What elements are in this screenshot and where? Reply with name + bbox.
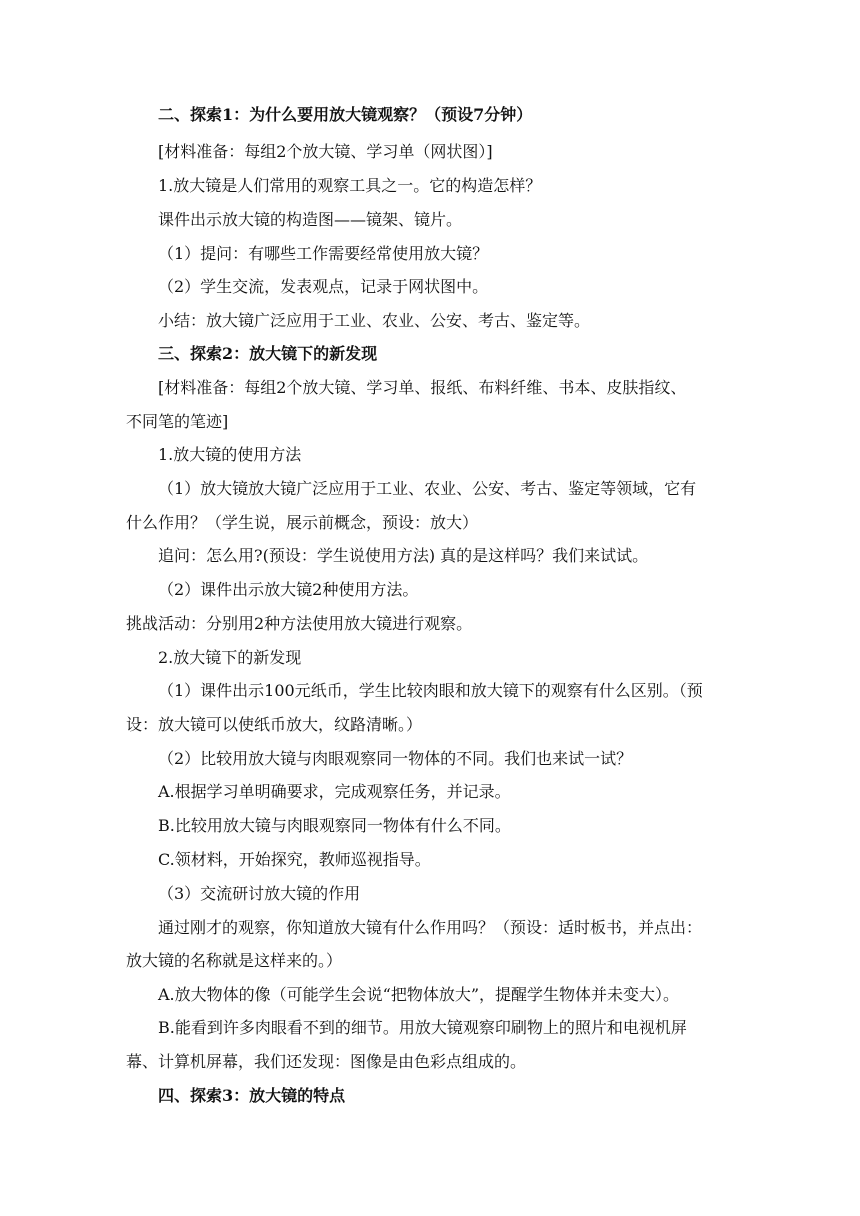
materials-note-continued: 不同笔的笔迹]	[126, 412, 229, 431]
paragraph-line: （1）课件出示100元纸币，学生比较肉眼和放大镜下的观察有什么区别。（预	[158, 681, 703, 700]
list-item: B.比较用放大镜与肉眼观察同一物体有什么不同。	[158, 816, 511, 835]
materials-note: [材料准备：每组2个放大镜、学习单（网状图）]	[158, 142, 493, 161]
paragraph-line: （2）学生交流，发表观点，记录于网状图中。	[158, 277, 489, 296]
paragraph-line: 追问：怎么用?(预设：学生说使用方法) 真的是这样吗？我们来试试。	[158, 546, 649, 565]
paragraph-line-continued: 什么作用？（学生说，展示前概念，预设：放大）	[126, 513, 479, 532]
paragraph-line: （2）课件出示放大镜2种使用方法。	[158, 580, 419, 599]
paragraph-line: （1）放大镜放大镜广泛应用于工业、农业、公安、考古、鉴定等领域，它有	[158, 479, 697, 498]
section-heading-explore-2: 三、探索2：放大镜下的新发现	[158, 344, 378, 363]
paragraph-line: （3）交流研讨放大镜的作用	[158, 884, 361, 903]
list-item-continued: 幕、计算机屏幕，我们还发现：图像是由色彩点组成的。	[126, 1052, 527, 1071]
subheading: 2.放大镜下的新发现	[158, 648, 302, 667]
paragraph-line-continued: 设：放大镜可以使纸币放大，纹路清晰。）	[126, 715, 423, 734]
summary-line: 小结：放大镜广泛应用于工业、农业、公安、考古、鉴定等。	[158, 311, 591, 330]
paragraph-line: 1.放大镜是人们常用的观察工具之一。它的构造怎样？	[158, 176, 542, 195]
list-item: A.根据学习单明确要求，完成观察任务，并记录。	[158, 782, 511, 801]
materials-note: [材料准备：每组2个放大镜、学习单、报纸、布料纤维、书本、皮肤指纹、	[158, 378, 687, 397]
paragraph-line: 挑战活动：分别用2种方法使用放大镜进行观察。	[126, 614, 473, 633]
section-heading-explore-1: 二、探索1：为什么要用放大镜观察？（预设7分钟）	[158, 105, 533, 124]
paragraph-line: 课件出示放大镜的构造图——镜架、镜片。	[158, 210, 463, 229]
paragraph-line: （1）提问：有哪些工作需要经常使用放大镜？	[158, 244, 489, 263]
paragraph-line: （2）比较用放大镜与肉眼观察同一物体的不同。我们也来试一试？	[158, 749, 633, 768]
list-item: B.能看到许多肉眼看不到的细节。用放大镜观察印刷物上的照片和电视机屏	[158, 1018, 687, 1037]
paragraph-line: 通过刚才的观察，你知道放大镜有什么作用吗？（预设：适时板书，并点出：	[158, 918, 703, 937]
list-item: A.放大物体的像（可能学生会说“把物体放大”，提醒学生物体并未变大）。	[158, 985, 680, 1004]
section-heading-explore-3: 四、探索3：放大镜的特点	[158, 1086, 346, 1105]
list-item: C.领材料，开始探究，教师巡视指导。	[158, 850, 431, 869]
subheading: 1.放大镜的使用方法	[158, 445, 302, 464]
paragraph-line-continued: 放大镜的名称就是这样来的。）	[126, 951, 343, 970]
